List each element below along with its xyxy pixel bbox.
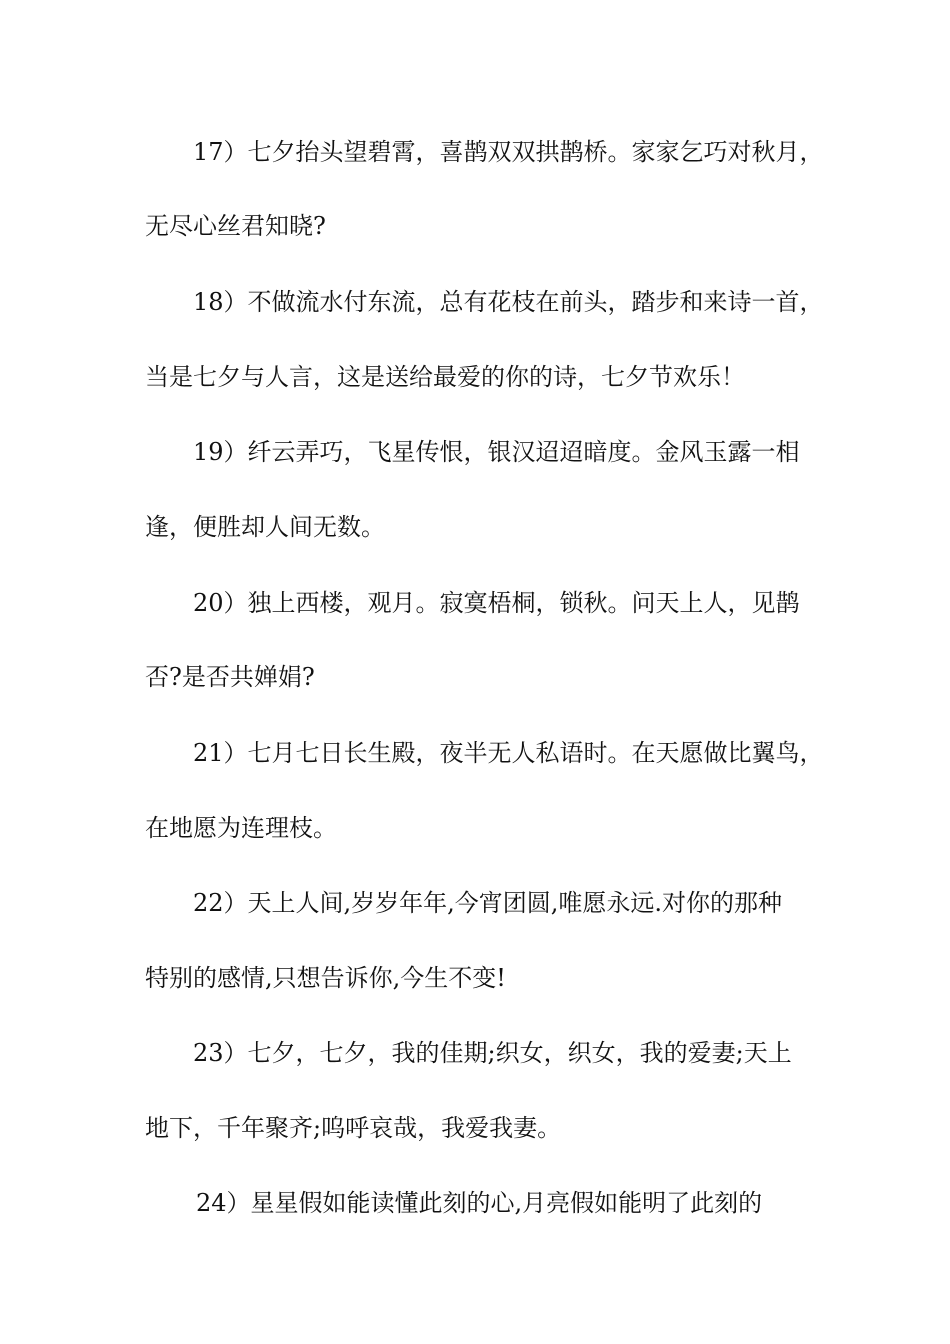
entry-23-text-1: 七夕，七夕，我的佳期;织女，织女，我的爱妻;天上 xyxy=(247,1039,792,1067)
entry-21-text-1: 七月七日长生殿，夜半无人私语时。在天愿做比翼鸟， xyxy=(247,739,824,767)
entry-21-line-2 xyxy=(145,812,835,844)
entry-22-line-2 xyxy=(145,962,835,994)
entry-18-text-1: 不做流水付东流，总有花枝在前头，踏步和来诗一首， xyxy=(247,288,824,316)
entry-18-number: 18） xyxy=(193,288,248,316)
entry-17-text-2: 无尽心丝君知晓? xyxy=(145,212,326,240)
entry-20-text-2: 否?是否共婵娟? xyxy=(145,663,315,691)
entry-17-text-1: 七夕抬头望碧霄，喜鹊双双拱鹊桥。家家乞巧对秋月， xyxy=(247,138,824,166)
entry-20-line-2 xyxy=(145,661,835,693)
entry-19-text-2: 逢，便胜却人间无数。 xyxy=(145,513,385,541)
entry-22-text-2: 特别的感情,只想告诉你,今生不变! xyxy=(145,964,506,992)
entry-18-line-1 xyxy=(193,286,833,318)
entry-20-number: 20） xyxy=(193,589,248,617)
entry-19-number: 19） xyxy=(193,438,248,466)
entry-19-line-1 xyxy=(193,436,833,468)
entry-23-text-2: 地下，千年聚齐;呜呼哀哉，我爱我妻。 xyxy=(145,1114,562,1142)
entry-18-line-2 xyxy=(145,361,835,393)
entry-19-line-2 xyxy=(145,511,835,543)
entry-24-text-1: 星星假如能读懂此刻的心,月亮假如能明了此刻的 xyxy=(250,1189,763,1217)
entry-22-line-1 xyxy=(193,887,833,919)
entry-18-text-2: 当是七夕与人言，这是送给最爱的你的诗，七夕节欢乐！ xyxy=(145,363,745,391)
entry-19-text-1: 纤云弄巧，飞星传恨，银汉迢迢暗度。金风玉露一相 xyxy=(247,438,800,466)
entry-17-line-2 xyxy=(145,210,835,242)
entry-24-number: 24） xyxy=(196,1189,251,1217)
entry-23-line-1 xyxy=(193,1037,833,1069)
entry-23-line-2 xyxy=(145,1112,835,1144)
entry-20-line-1 xyxy=(193,587,833,619)
entry-21-number: 21） xyxy=(193,739,248,767)
entry-17-line-1 xyxy=(193,136,833,168)
entry-21-text-2: 在地愿为连理枝。 xyxy=(145,814,337,842)
entry-22-number: 22） xyxy=(193,889,248,917)
entry-22-text-1: 天上人间,岁岁年年,今宵团圆,唯愿永远.对你的那种 xyxy=(247,889,783,917)
entry-24-line-1 xyxy=(196,1187,836,1219)
entry-20-text-1: 独上西楼，观月。寂寞梧桐，锁秋。问天上人，见鹊 xyxy=(247,589,800,617)
entry-17-number: 17） xyxy=(193,138,248,166)
entry-21-line-1 xyxy=(193,737,833,769)
entry-23-number: 23） xyxy=(193,1039,248,1067)
